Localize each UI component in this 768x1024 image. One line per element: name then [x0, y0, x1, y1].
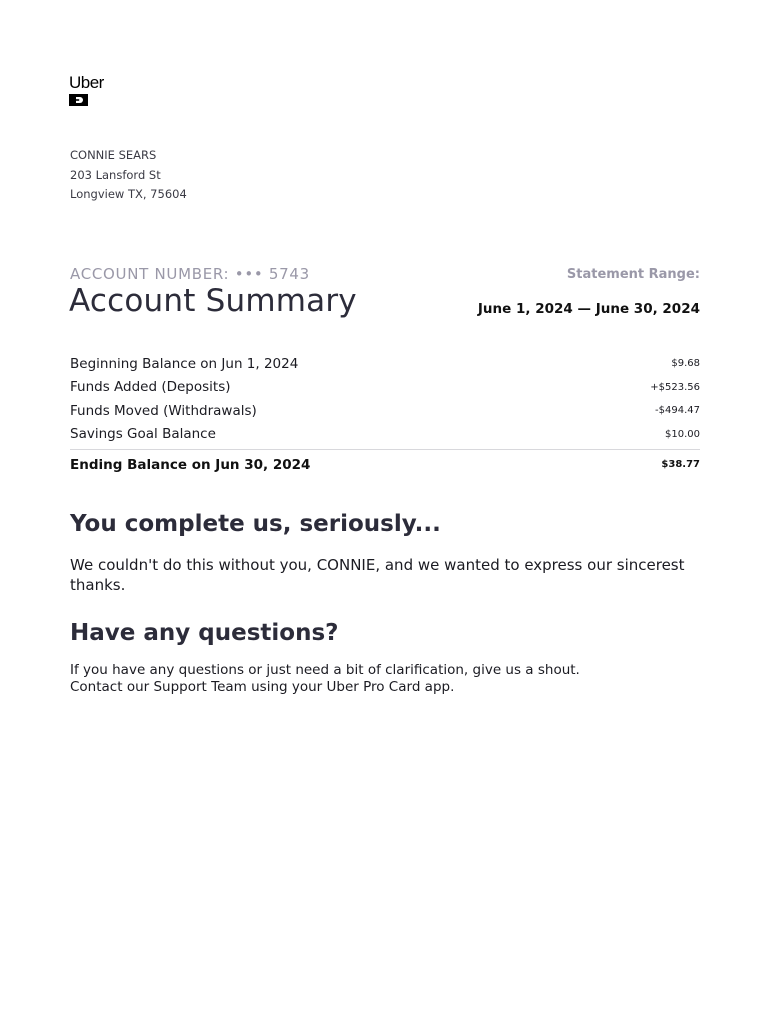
ending-balance-amount: $38.77 — [661, 459, 700, 471]
statement-range-label: Statement Range: — [566, 267, 700, 282]
summary-row-savings-goal — [70, 423, 700, 447]
account-summary-table — [70, 352, 700, 477]
summary-row-label: Funds Added (Deposits) — [70, 379, 231, 396]
recipient-name: CONNIE SEARS — [70, 148, 157, 162]
summary-row-label: Funds Moved (Withdrawals) — [70, 402, 257, 419]
questions-line-1: If you have any questions or just need a bit of clarification, give us a shout. — [70, 662, 580, 678]
summary-row-amount: -$494.47 — [655, 405, 700, 417]
recipient-city: Longview TX, 75604 — [70, 187, 187, 201]
questions-heading: Have any questions? — [70, 620, 339, 646]
thanks-message: We couldn't do this without you, CONNIE, and we wanted to express our sincerest thanks. — [70, 556, 685, 594]
summary-row-amount: $9.68 — [671, 358, 700, 370]
questions-line-2: Contact our Support Team using your Uber Pro Card app. — [70, 678, 455, 695]
summary-row-ending-balance — [70, 453, 700, 477]
recipient-address — [70, 146, 187, 205]
summary-divider — [70, 449, 700, 450]
page-title: Account Summary — [69, 283, 357, 319]
uber-pro-card-icon — [69, 94, 88, 106]
uber-logo — [69, 74, 104, 106]
thanks-heading: You complete us, seriously... — [70, 511, 441, 537]
summary-row-funds-moved — [70, 399, 700, 423]
summary-row-label: Savings Goal Balance — [70, 426, 216, 443]
ending-balance-label: Ending Balance on Jun 30, 2024 — [70, 456, 311, 473]
statement-range-value: June 1, 2024 — June 30, 2024 — [477, 301, 700, 317]
recipient-street: 203 Lansford St — [70, 167, 161, 182]
account-number: ACCOUNT NUMBER: ••• 5743 — [70, 265, 310, 283]
summary-row-beginning-balance — [70, 352, 700, 376]
questions-message — [70, 662, 710, 695]
brand-wordmark: Uber — [69, 73, 104, 92]
summary-row-funds-added — [70, 376, 700, 400]
summary-row-amount: $10.00 — [665, 428, 700, 440]
summary-row-label: Beginning Balance on Jun 1, 2024 — [70, 355, 299, 372]
summary-row-amount: +$523.56 — [650, 381, 700, 393]
